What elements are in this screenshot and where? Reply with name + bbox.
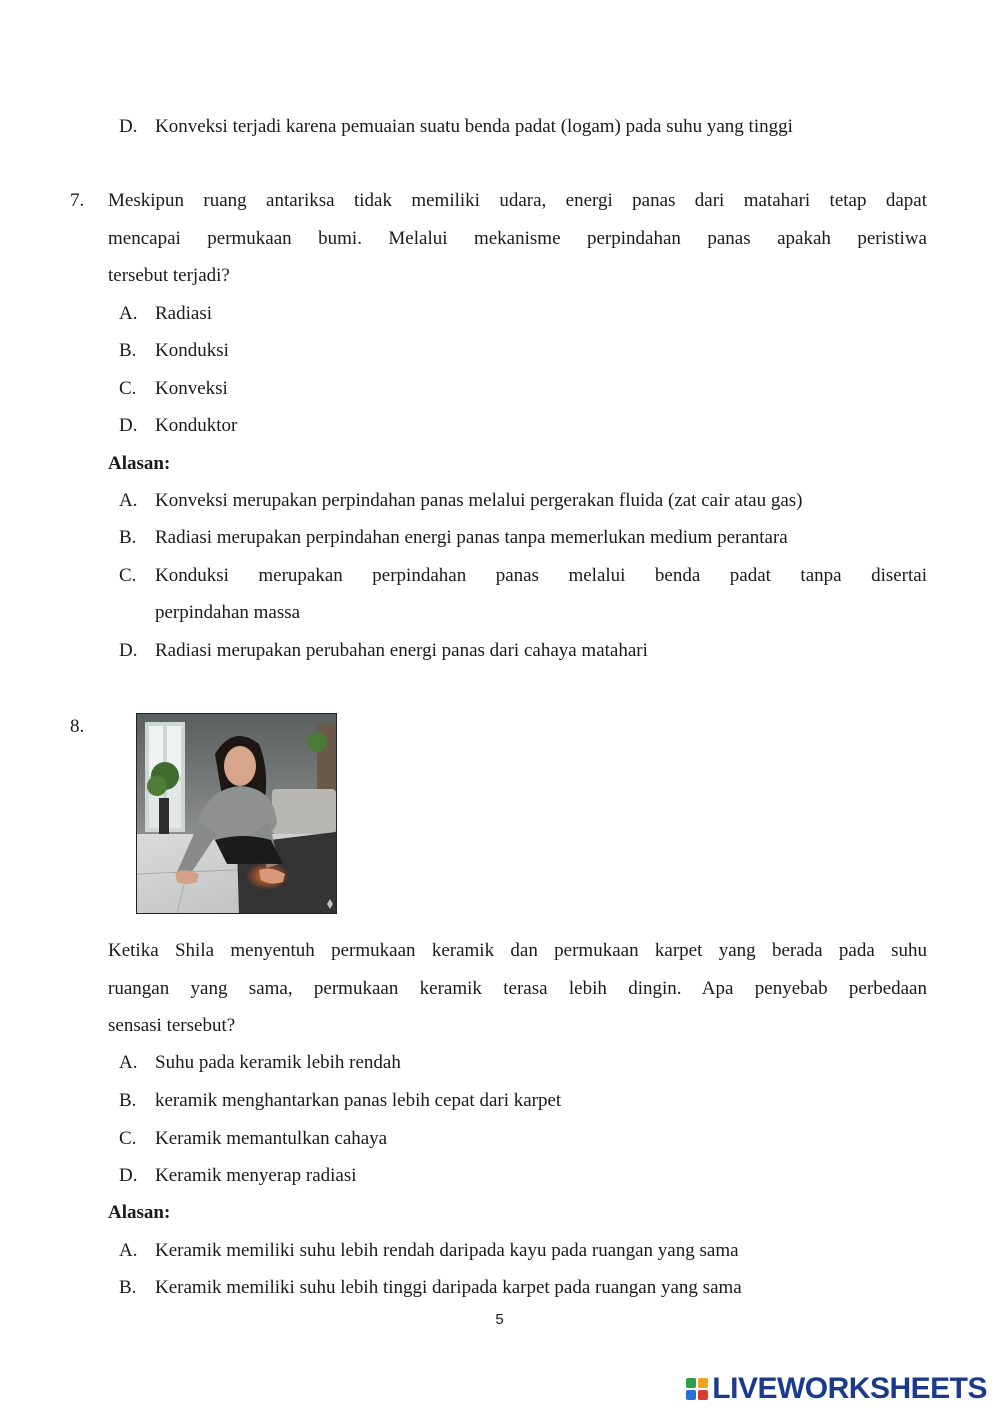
reason-label: B. bbox=[119, 527, 137, 548]
option-label: D. bbox=[119, 116, 138, 137]
q7-reason-d[interactable]: Radiasi merupakan perubahan energi panas dari cahaya matahari bbox=[155, 640, 648, 661]
reason-label: A. bbox=[119, 1240, 138, 1261]
q7-option-d[interactable]: Konduktor bbox=[155, 415, 238, 436]
reason-heading: Alasan: bbox=[108, 1202, 171, 1223]
option-label: A. bbox=[119, 1052, 138, 1073]
q8-option-a[interactable]: Suhu pada keramik lebih rendah bbox=[155, 1052, 401, 1073]
question-7-line-2: mencapai permukaan bumi. Melalui mekanisme perpindahan panas apakah peristiwa bbox=[108, 228, 927, 249]
option-label: C. bbox=[119, 1128, 137, 1149]
option-label: A. bbox=[119, 303, 138, 324]
question-number-7: 7. bbox=[70, 190, 85, 211]
option-label: D. bbox=[119, 415, 138, 436]
brand-name: LIVEWORKSHEETS bbox=[712, 1372, 987, 1405]
woman-touching-floor-photo bbox=[136, 713, 337, 914]
logo-grid-icon bbox=[686, 1378, 708, 1400]
q8-reason-a[interactable]: Keramik memiliki suhu lebih rendah daripada kayu pada ruangan yang sama bbox=[155, 1240, 739, 1261]
q8-option-b[interactable]: keramik menghantarkan panas lebih cepat dari karpet bbox=[155, 1090, 562, 1111]
option-label: B. bbox=[119, 1090, 137, 1111]
q8-option-d[interactable]: Keramik menyerap radiasi bbox=[155, 1165, 357, 1186]
q7-reason-c-line-2: perpindahan massa bbox=[155, 602, 301, 623]
question-7-line-3: tersebut terjadi? bbox=[108, 265, 230, 286]
q7-option-b[interactable]: Konduksi bbox=[155, 340, 229, 361]
q8-option-c[interactable]: Keramik memantulkan cahaya bbox=[155, 1128, 388, 1149]
question-8-line-2: ruangan yang sama, permukaan keramik terasa lebih dingin. Apa penyebab perbedaan bbox=[108, 978, 927, 999]
option-text: Konveksi terjadi karena pemuaian suatu benda padat (logam) pada suhu yang tinggi bbox=[155, 116, 793, 137]
q7-option-c[interactable]: Konveksi bbox=[155, 378, 228, 399]
option-label: D. bbox=[119, 1165, 138, 1186]
reason-label: A. bbox=[119, 490, 138, 511]
reason-label: D. bbox=[119, 640, 138, 661]
liveworksheets-logo bbox=[686, 1372, 987, 1406]
option-label: B. bbox=[119, 340, 137, 361]
q7-reason-a[interactable]: Konveksi merupakan perpindahan panas melalui pergerakan fluida (zat cair atau gas) bbox=[155, 490, 803, 511]
option-label: C. bbox=[119, 378, 137, 399]
question-8-line-3: sensasi tersebut? bbox=[108, 1015, 236, 1036]
q8-reason-b[interactable]: Keramik memiliki suhu lebih tinggi daripada karpet pada ruangan yang sama bbox=[155, 1277, 742, 1298]
reason-label: C. bbox=[119, 565, 137, 586]
q7-reason-b[interactable]: Radiasi merupakan perpindahan energi panas tanpa memerlukan medium perantara bbox=[155, 527, 788, 548]
reason-label: B. bbox=[119, 1277, 137, 1298]
question-number-8: 8. bbox=[70, 716, 85, 737]
q7-reason-c[interactable]: Konduksi merupakan perpindahan panas melalui benda padat tanpa disertai bbox=[155, 565, 927, 586]
page-number: 5 bbox=[495, 1311, 504, 1328]
reason-heading: Alasan: bbox=[108, 453, 171, 474]
q7-option-a[interactable]: Radiasi bbox=[155, 303, 212, 324]
question-8-line-1: Ketika Shila menyentuh permukaan keramik dan permukaan karpet yang berada pada suhu bbox=[108, 940, 927, 961]
question-7-line-1: Meskipun ruang antariksa tidak memiliki udara, energi panas dari matahari tetap dapat bbox=[108, 190, 927, 211]
